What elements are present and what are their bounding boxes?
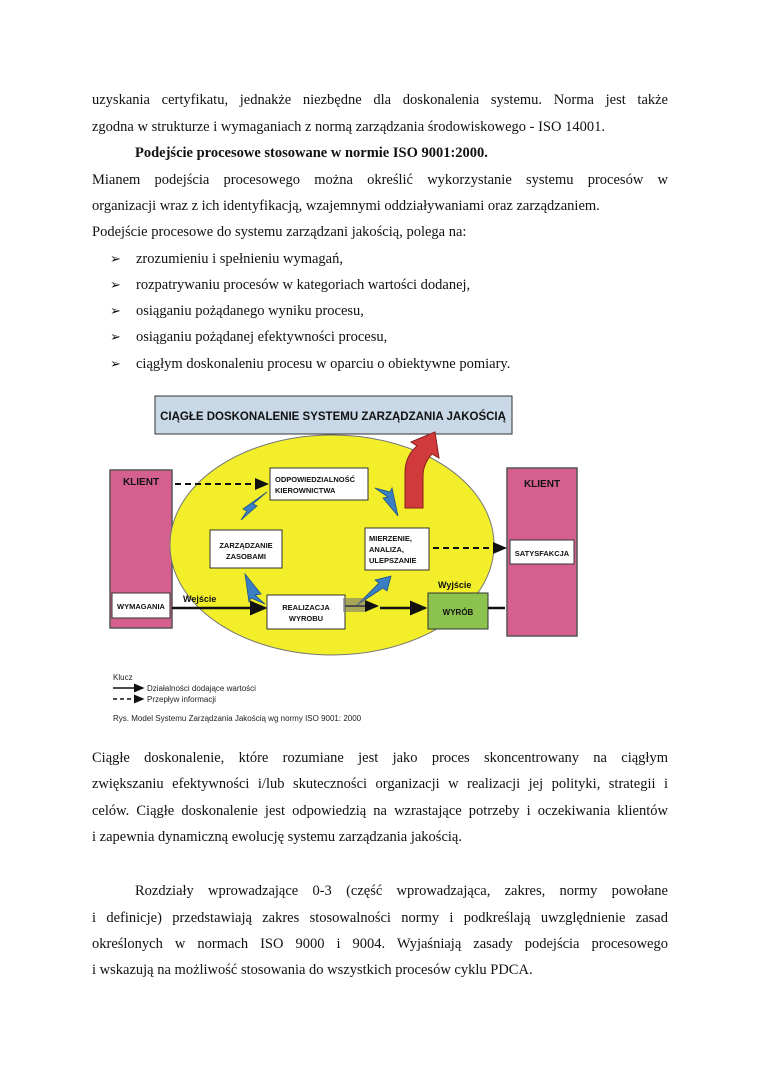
list-item: ➢ rozpatrywaniu procesów w kategoriach wartości dodanej, [110,277,471,293]
resources-label-2: ZASOBAMI [226,552,266,561]
list-item: ➢ ciągłym doskonaleniu procesu w oparciu o obiektywne pomiary. [110,356,511,372]
output-label: Wyjście [438,580,472,590]
paragraph-line: Podejście procesowe do systemu zarządzani jakością, polega na: [92,224,467,240]
paragraph-line: i zapewnia dynamiczną ewolucję systemu zarządzania jakością. [92,829,462,845]
realization-label-1: REALIZACJA [282,603,330,612]
list-item: ➢ zrozumieniu i spełnieniu wymagań, [110,251,343,267]
paragraph-line: i wskazują na możliwość stosowania do wszystkich procesów cyklu PDCA. [92,962,533,978]
measurement-label-1: MIERZENIE, [369,534,412,543]
section-heading: Podejście procesowe stosowane w normie ISO 9001:2000. [135,145,488,161]
input-label: Wejście [183,594,217,604]
flow-block-icon [343,598,365,612]
realization-label-2: WYROBU [288,614,324,623]
paragraph-line: Ciągłe doskonalenie, które rozumiane jest jako proces skoncentrowany na ciągłym [92,750,668,766]
paragraph-line: Rozdziały wprowadzające 0-3 (część wprowadzająca, zakres, normy powołane [135,883,668,899]
product-label: WYRÓB [442,608,474,617]
paragraph-line: Mianem podejścia procesowego można określić wykorzystanie systemu procesów w [92,172,668,188]
responsibility-label-2: KIEROWNICTWA [275,486,336,495]
arrow-bullet-icon: ➢ [110,330,121,345]
iso-9001-process-model-diagram [95,388,595,733]
satisfaction-label: SATYSFAKCJA [514,549,570,558]
responsibility-box [270,468,368,500]
list-item: ➢ osiąganiu pożądanego wyniku procesu, [110,303,364,319]
requirements-label: WYMAGANIA [117,602,165,611]
paragraph-line: celów. Ciągłe doskonalenie jest odpowiedzią na wzrastające potrzeby i oczekiwania klientów [92,803,668,819]
resources-label-1: ZARZĄDZANIE [219,541,273,550]
key-info-flow: Przepływ informacji [147,695,216,704]
paragraph-line: i definicje) przedstawiają zakres stosowalności normy i podkreślają uwzględnienie zasad [92,910,668,926]
arrow-bullet-icon: ➢ [110,252,121,267]
arrow-bullet-icon: ➢ [110,304,121,319]
arrow-bullet-icon: ➢ [110,357,121,372]
paragraph-line: zgodna w strukturze i wymaganiach z normą zarządzania środowiskowego - ISO 14001. [92,119,605,135]
client-left-label: KLIENT [122,477,160,488]
measurement-label-2: ANALIZA, [369,545,404,554]
key-title: Klucz [113,673,133,682]
arrow-bullet-icon: ➢ [110,278,121,293]
paragraph-line: zwiększaniu efektywności i/lub skuteczności organizacji w realizacji jej polityki, strategii i [92,776,668,792]
key-value-added: Działalności dodające wartości [147,684,256,693]
paragraph-line: organizacji wraz z ich identyfikacją, wzajemnymi oddziaływaniami oraz zarządzaniem. [92,198,600,214]
responsibility-label-1: ODPOWIEDZIALNOŚĆ [275,475,355,484]
diagram-caption: Rys. Model Systemu Zarządzania Jakością wg normy ISO 9001: 2000 [113,714,362,723]
realization-box [267,595,345,629]
list-item: ➢ osiąganiu pożądanej efektywności procesu, [110,329,388,345]
client-right-label: KLIENT [523,479,561,490]
paragraph-line: uzyskania certyfikatu, jednakże niezbędne dla doskonalenia systemu. Norma jest także [92,92,668,108]
measurement-label-3: ULEPSZANIE [369,556,417,565]
paragraph-line: określonych w normach ISO 9000 i 9004. Wyjaśniają zasady podejścia procesowego [92,936,668,952]
banner-label: CIĄGŁE DOSKONALENIE SYSTEMU ZARZĄDZANIA JAKOŚCIĄ [160,411,506,423]
